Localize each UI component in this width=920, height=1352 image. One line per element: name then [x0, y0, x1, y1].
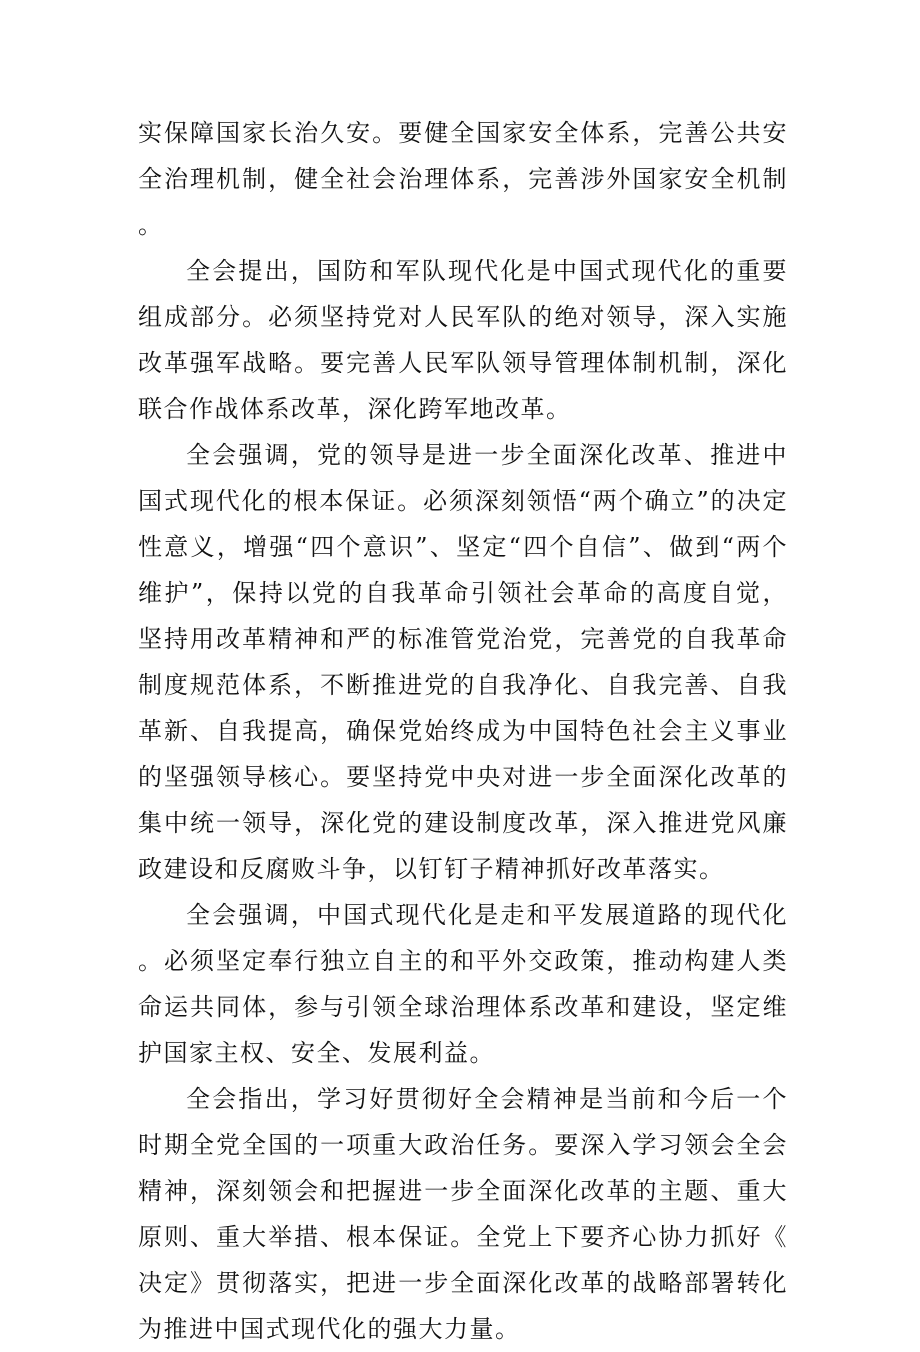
paragraph-2: 全会提出，国防和军队现代化是中国式现代化的重要组成部分。必须坚持党对人民军队的绝对领导，深入实施改革强军战略。要完善人民军队领导管理体制机制，深化联合作战体系改革，深化跨军地改革。 — [138, 257, 788, 423]
document-body — [138, 110, 788, 1352]
paragraph-1: 实保障国家长治久安。要健全国家安全体系，完善公共安全治理机制，健全社会治理体系，完善涉外国家安全机制。 — [138, 119, 788, 239]
paragraph-3: 全会强调，党的领导是进一步全面深化改革、推进中国式现代化的根本保证。必须深刻领悟“两个确立”的决定性意义，增强“四个意识”、坚定“四个自信”、做到“两个维护”，保持以党的自我革命引领社会革命的高度自觉，坚持用改革精神和严的标准管党治党，完善党的自我革命制度规范体系，不断推进党的自我净化、自我完善、自我革新、自我提高，确保党始终成为中国特色社会主义事业的坚强领导核心。要坚持党中央对进一步全面深化改革的集中统一领导，深化党的建设制度改革，深入推进党风廉政建设和反腐败斗争，以钉钉子精神抓好改革落实。 — [138, 441, 788, 883]
paragraph-4: 全会强调，中国式现代化是走和平发展道路的现代化。必须坚定奉行独立自主的和平外交政策，推动构建人类命运共同体，参与引领全球治理体系改革和建设，坚定维护国家主权、安全、发展利益。 — [138, 901, 788, 1067]
paragraph-5: 全会指出，学习好贯彻好全会精神是当前和今后一个时期全党全国的一项重大政治任务。要深入学习领会全会精神，深刻领会和把握进一步全面深化改革的主题、重大原则、重大举措、根本保证。全党上下要齐心协力抓好《决定》贯彻落实，把进一步全面深化改革的战略部署转化为推进中国式现代化的强大力量。 — [138, 1085, 788, 1343]
